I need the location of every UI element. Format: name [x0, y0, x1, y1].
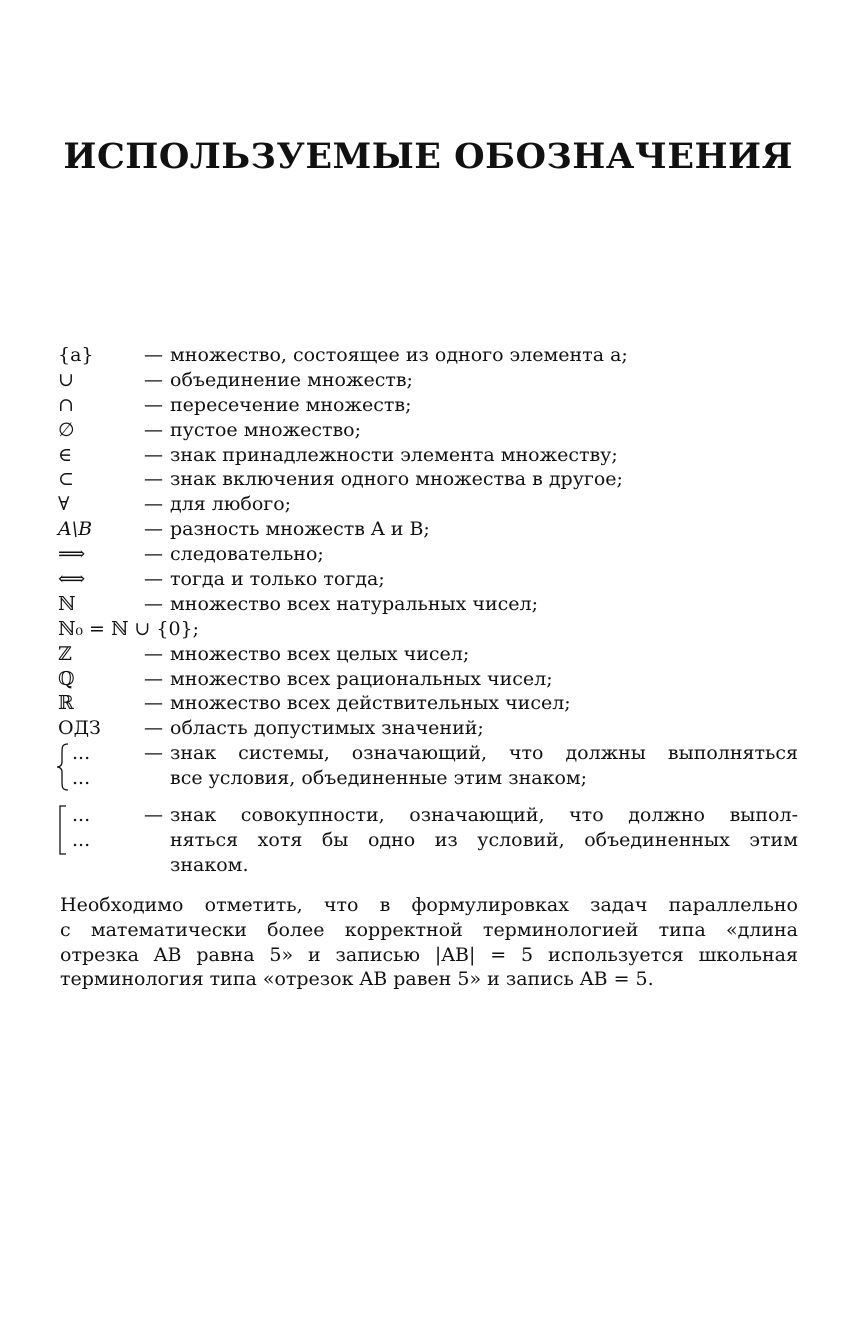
dash: — [144, 344, 163, 366]
notation-symbol: ⟹ [58, 543, 86, 566]
description-line: няться хотя бы одно из условий, объединенных этим [170, 828, 798, 851]
dash: — [144, 804, 163, 827]
description-line: знаком. [170, 853, 249, 876]
dash: — [144, 443, 163, 466]
notation-description [170, 803, 798, 878]
notation-row [58, 542, 798, 567]
dash: — [144, 543, 163, 566]
notation-row [58, 716, 798, 741]
notation-symbol: ∪ [58, 368, 74, 391]
notation-symbol: ∅ [58, 418, 75, 441]
notation-row [58, 393, 798, 418]
notation-symbol: ⟺ [58, 568, 86, 591]
description-line: знак совокупности, означающий, что должно выпол- [170, 804, 798, 827]
note-paragraph [60, 893, 798, 992]
notation-description: разность множеств A и B; [170, 518, 430, 541]
notation-row [58, 691, 798, 716]
dash: — [144, 717, 163, 740]
ellipsis: ... [72, 742, 91, 765]
notation-row [58, 368, 798, 393]
notation-symbol: ⊂ [58, 468, 74, 491]
ellipsis: ... [72, 829, 91, 852]
notation-symbol: ℝ [58, 692, 74, 715]
notation-row [58, 617, 798, 642]
notation-symbol: ℕ [58, 592, 76, 615]
dash: — [144, 368, 163, 391]
page-title: ИСПОЛЬЗУЕМЫЕ ОБОЗНАЧЕНИЯ [63, 136, 793, 177]
notation-description: пустое множество; [170, 418, 362, 441]
notation-symbol: ℕ₀ = ℕ ∪ {0}; [58, 617, 200, 640]
notation-symbol: ℤ [58, 642, 72, 665]
notation-row [58, 667, 798, 692]
ellipsis: ... [72, 767, 91, 790]
dash: — [144, 642, 163, 665]
notation-description: пересечение множеств; [170, 393, 412, 416]
dash: — [144, 468, 163, 491]
notation-row [58, 517, 798, 542]
notation-description: множество всех действительных чисел; [170, 692, 571, 715]
paragraph-line: с математически более корректной терминологией типа «длина [60, 918, 798, 941]
notation-row-aggregate [58, 803, 798, 878]
notation-symbol: ∈ [58, 443, 73, 466]
notation-row [58, 642, 798, 667]
paragraph-line: Необходимо отметить, что в формулировках задач параллельно [60, 894, 798, 916]
notation-list [58, 343, 798, 878]
notation-row [58, 567, 798, 592]
notation-row [58, 467, 798, 492]
description-line: знак системы, означающий, что должны выполняться [170, 742, 798, 765]
notation-row-system [58, 741, 798, 791]
ellipsis: ... [72, 804, 91, 827]
notation-description: для любого; [170, 493, 292, 516]
notation-description: множество, состоящее из одного элемента a; [170, 344, 628, 366]
notation-description: множество всех целых чисел; [170, 642, 470, 665]
notation-description: объединение множеств; [170, 368, 413, 391]
notation-description: следовательно; [170, 543, 324, 566]
notation-row [58, 418, 798, 443]
dash: — [144, 592, 163, 615]
notation-description: тогда и только тогда; [170, 568, 385, 591]
dash: — [144, 692, 163, 715]
notation-symbol: A\B [58, 518, 93, 541]
notation-description: множество всех рациональных чисел; [170, 667, 553, 690]
dash: — [144, 667, 163, 690]
dash: — [144, 493, 163, 516]
notation-symbol: ℚ [58, 667, 75, 690]
dash: — [144, 418, 163, 441]
system-symbol [58, 741, 144, 791]
dash: — [144, 518, 163, 541]
notation-symbol: {a} [58, 344, 94, 366]
aggregate-symbol [58, 803, 144, 853]
paragraph-line: терминология типа «отрезок AB равен 5» и запись AB = 5. [60, 968, 654, 991]
dash: — [144, 742, 163, 765]
notation-description: область допустимых значений; [170, 717, 484, 740]
notation-symbol: ∀ [58, 493, 70, 516]
notation-row [58, 443, 798, 468]
curly-brace-icon [56, 743, 70, 791]
notation-symbol: ∩ [58, 393, 74, 416]
notation-symbol: ОДЗ [58, 717, 101, 740]
notation-row [58, 492, 798, 517]
notation-description: множество всех натуральных чисел; [170, 592, 538, 615]
notation-description [170, 741, 798, 791]
description-line: все условия, объединенные этим знаком; [170, 767, 588, 790]
paragraph-line: отрезка AB равна 5» и записью |AB| = 5 используется школьная [60, 943, 798, 966]
dash: — [144, 568, 163, 591]
notation-row [58, 592, 798, 617]
notation-description: знак принадлежности элемента множеству; [170, 443, 618, 466]
notation-description: знак включения одного множества в другое; [170, 468, 623, 491]
notation-row [58, 343, 798, 368]
square-bracket-icon [56, 805, 68, 855]
dash: — [144, 393, 163, 416]
